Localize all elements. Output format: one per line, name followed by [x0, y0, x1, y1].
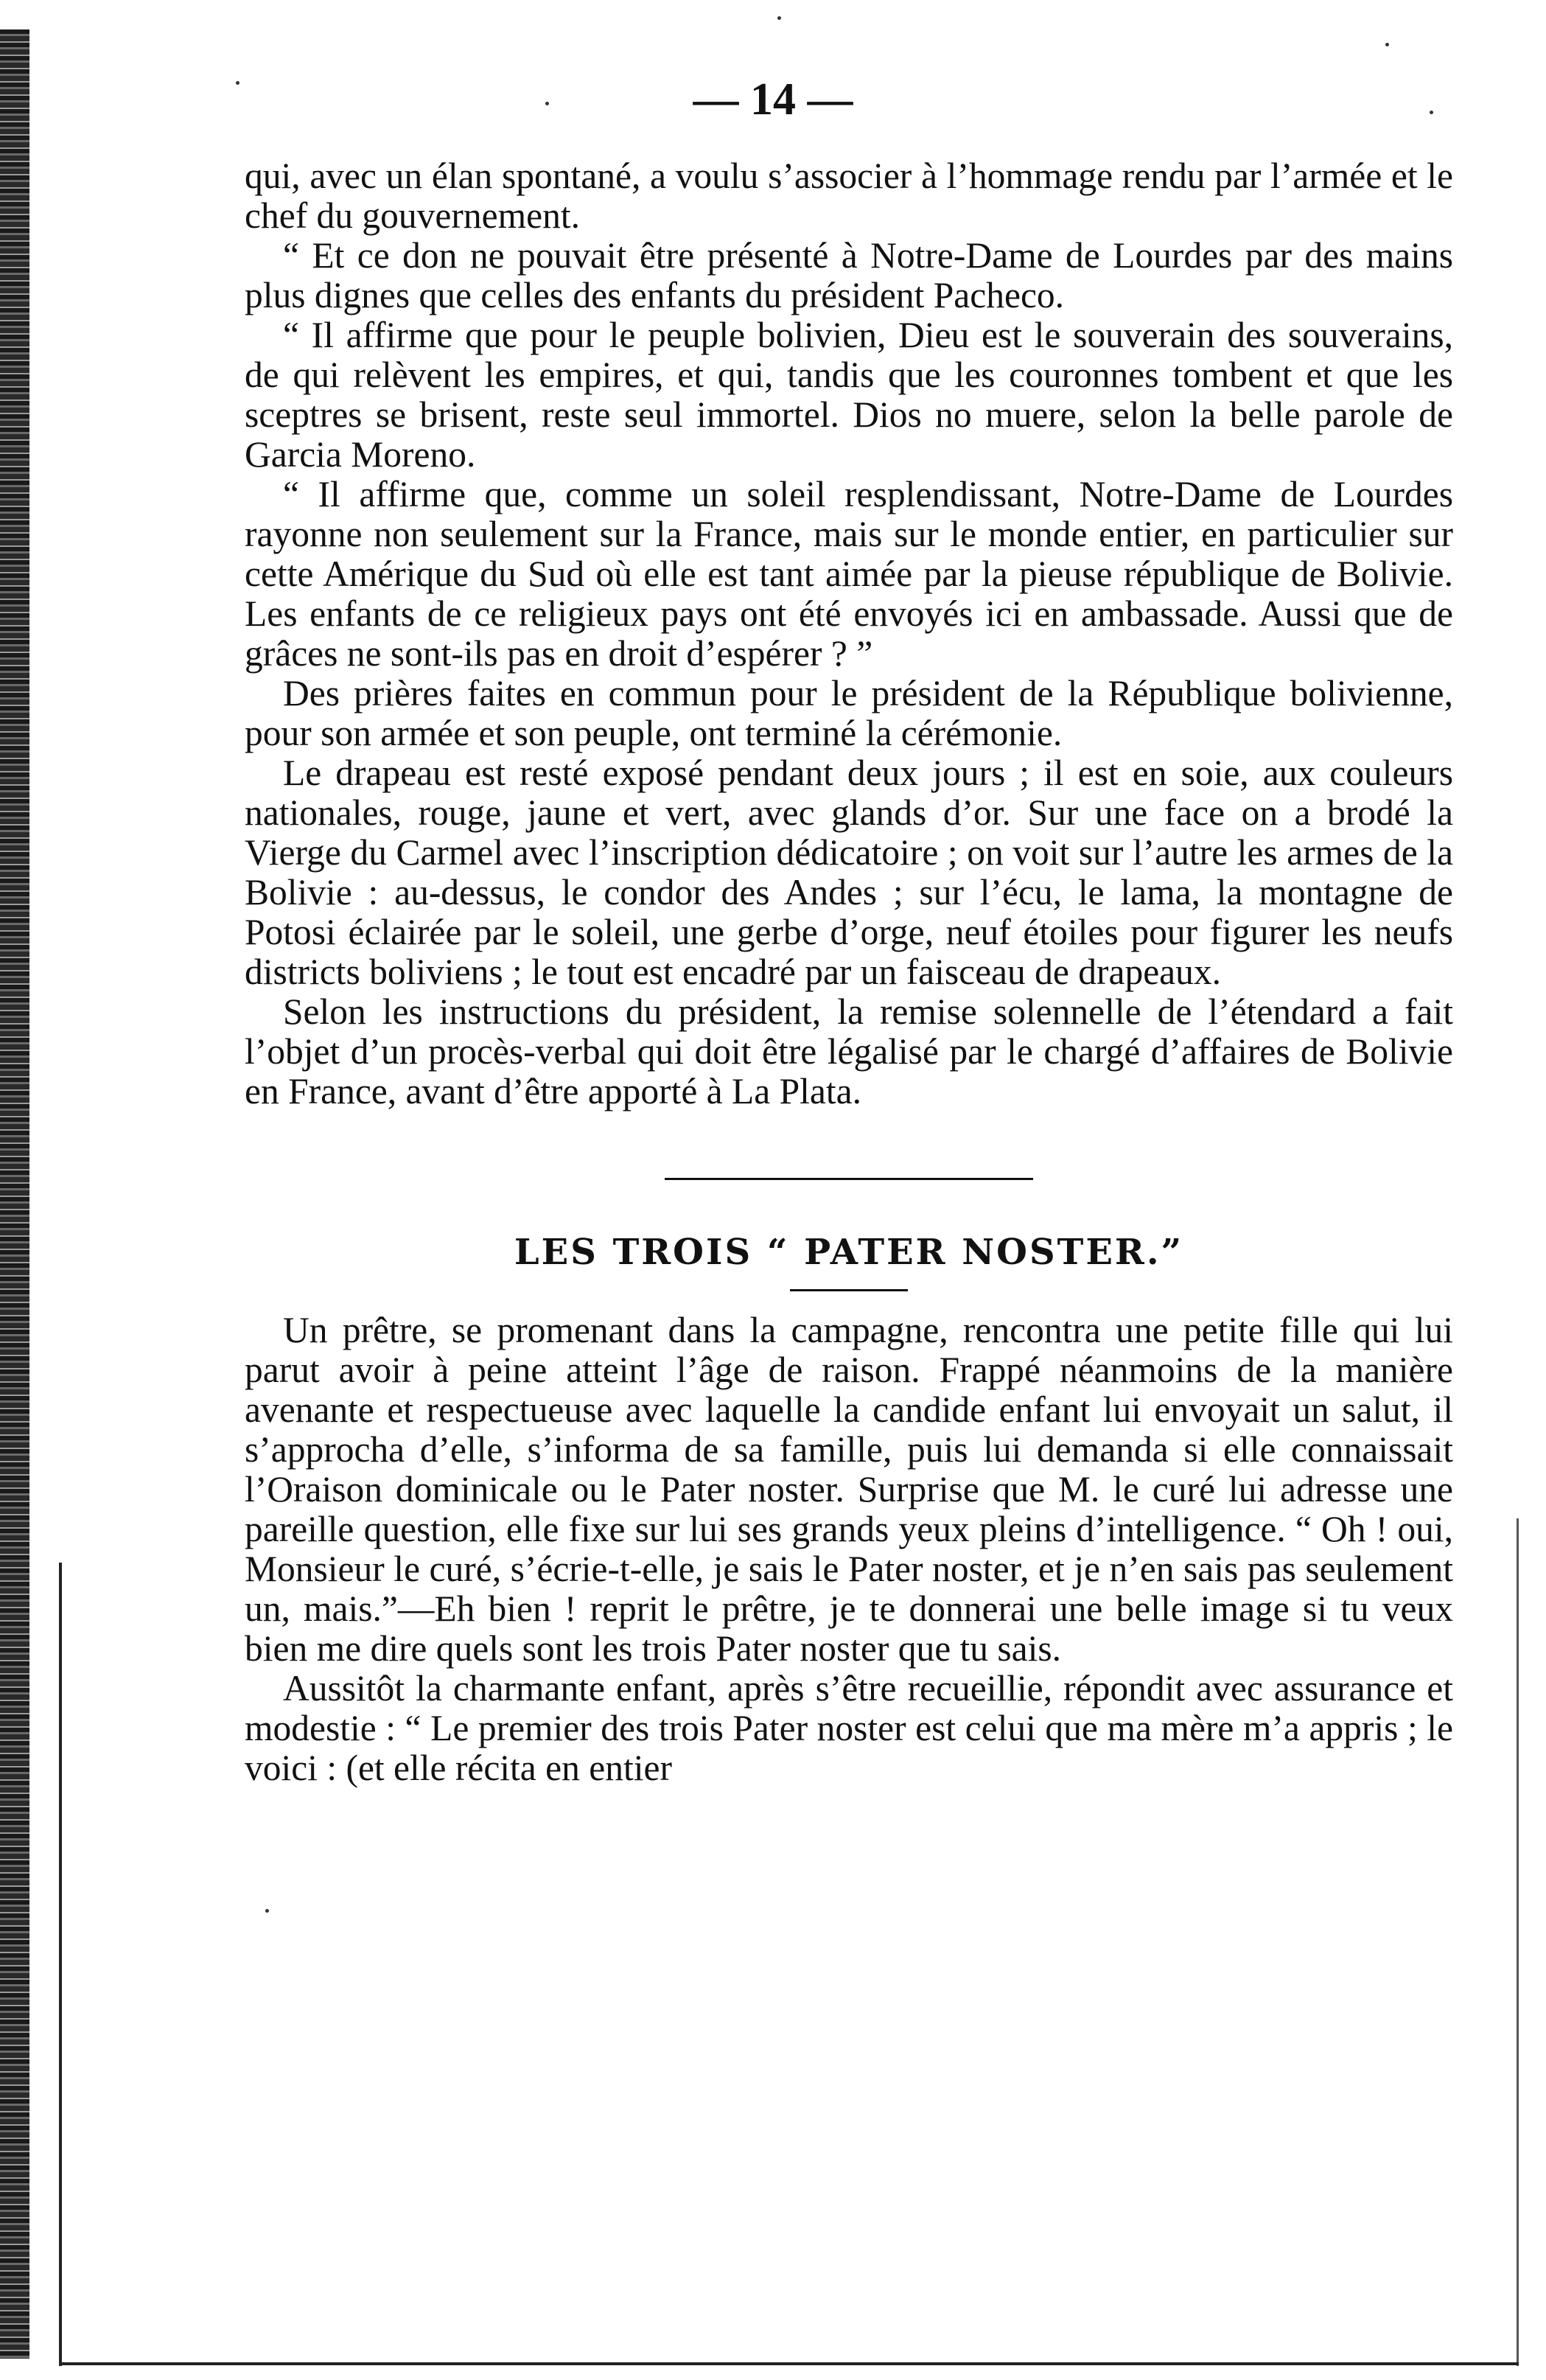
page-frame-bottom — [59, 2362, 1519, 2365]
article1-paragraph-2: “ Et ce don ne pouvait être présenté à Notre-Dame de Lourdes par des mains plus dignes que celles des enfants du président Pacheco. — [245, 235, 1453, 315]
scan-speck — [777, 16, 781, 20]
title-underline — [790, 1289, 908, 1291]
scan-binding-edge — [0, 29, 29, 2359]
page-content — [245, 156, 1453, 1788]
article1-paragraph-3: “ Il affirme que pour le peuple bolivien, Dieu est le souverain des souverains, de qui relèvent les empires, et qui, tandis que les couronnes tombent et que les sceptres se brisent, reste seul immortel. Dios no muere, selon la belle parole de Garcia Moreno. — [245, 315, 1453, 475]
article2-title: LES TROIS “ PATER NOSTER.” — [514, 1232, 1184, 1273]
page-frame-left — [59, 1563, 62, 2366]
article1-paragraph-5: Des prières faites en commun pour le président de la République bolivienne, pour son armée et son peuple, ont terminé la cérémonie. — [245, 673, 1453, 753]
article1-paragraph-1: qui, avec un élan spontané, a voulu s’associer à l’hommage rendu par l’armée et le chef du gouvernement. — [245, 156, 1453, 236]
article2-paragraph-1: Un prêtre, se promenant dans la campagne, rencontra une petite fille qui lui parut avoir à peine atteint l’âge de raison. Frappé néanmoins de la manière avenante et respectueuse avec laquelle la candide enfant lui envoyait un salut, il s’approcha d’elle, s’informa de sa famille, puis lui demanda si elle connaissait l’Oraison dominicale ou le Pater noster. Surprise que M. le curé lui adresse une pareille question, elle fixe sur lui ses grands yeux pleins d’intelligence. “ Oh ! oui, Monsieur le curé, s’écrie-t-elle, je sais le Pater noster, et je n’en sais pas seulement un, mais.”—Eh bien ! reprit le prêtre, je te donnerai une belle image si tu veux bien me dire quels sont les trois Pater noster que tu sais. — [245, 1310, 1453, 1669]
section-divider — [665, 1178, 1033, 1180]
page-frame-right — [1517, 1518, 1519, 2366]
article1-paragraph-7: Selon les instructions du président, la remise solennelle de l’étendard a fait l’objet d’un procès-verbal qui doit être légalisé par le chargé d’affaires de Bolivie en France, avant d’être apporté à La Plata. — [245, 991, 1453, 1112]
page-number: — 14 — — [693, 74, 853, 125]
scan-speck — [265, 1909, 269, 1913]
article1-paragraph-6: Le drapeau est resté exposé pendant deux jours ; il est en soie, aux couleurs nationales, rouge, jaune et vert, avec glands d’or. Sur une face on a brodé la Vierge du Carmel avec l’inscription dédicatoire ; on voit sur l’autre les armes de la Bolivie : au-dessus, le condor des Andes ; sur l’écu, le lama, la montagne de Potosi éclairée par le soleil, une gerbe d’orge, neuf étoiles pour figurer les neufs districts boliviens ; le tout est encadré par un faisceau de drapeaux. — [245, 753, 1453, 992]
article1-paragraph-4: “ Il affirme que, comme un soleil resplendissant, Notre-Dame de Lourdes rayonne non seulement sur la France, mais sur le monde entier, en particulier sur cette Amérique du Sud où elle est tant aimée par la pieuse république de Bolivie. Les enfants de ce religieux pays ont été envoyés ici en ambassade. Aussi que de grâces ne sont-ils pas en droit d’espérer ? ” — [245, 474, 1453, 674]
scan-speck — [1385, 43, 1389, 46]
article2-paragraph-2: Aussitôt la charmante enfant, après s’être recueillie, répondit avec assurance et modestie : “ Le premier des trois Pater noster est celui que ma mère m’a appris ; le voici : (et elle récita en entier — [245, 1668, 1453, 1788]
